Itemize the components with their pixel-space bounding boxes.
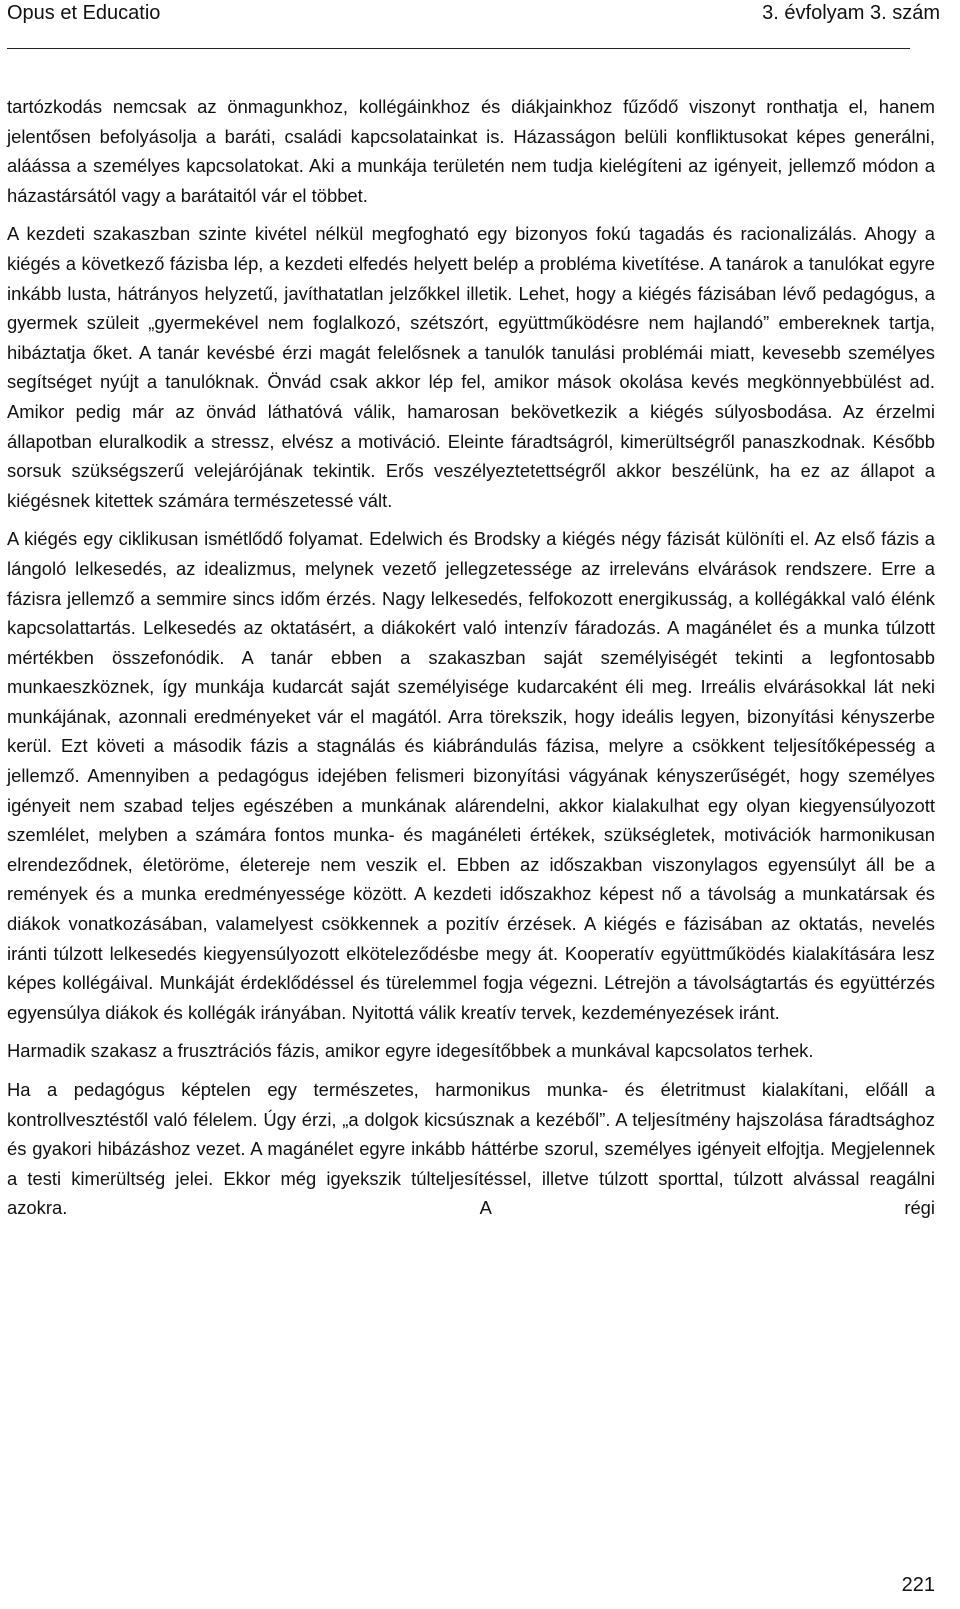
paragraph: A kiégés egy ciklikusan ismétlődő folyamat. Edelwich és Brodsky a kiégés négy fázisát különíti el. Az első fázis a lángoló lelkesedés, az idealizmus, melynek vezető jellegzetessége az irreleváns elvárások rendszere. Erre a fázisra jellemző a semmire sincs időm érzés. Nagy lelkesedés, felfokozott energikusság, a kollégákkal való élénk kapcsolattartás. Lelkesedés az oktatásért, a diákokért való intenzív fáradozás. A magánélet és a munka túlzott mértékben összefonódik. A tanár ebben a szakaszban saját személyiségét tekinti a legfontosabb munkaeszköznek, így munkája kudarcát saját személyisége kudarcaként éli meg. Irreális elvárásokkal lát neki munkájának, azonnali eredményeket vár el magától. Arra törekszik, hogy ideális legyen, bizonyítási kényszerbe kerül. Ezt követi a második fázis a stagnálás és kiábrándulás fázisa, melyre a csökkent teljesítőképesség a jellemző. Amennyiben a pedagógus idejében felismeri bizonyítási vágyának kényszerűségét, hogy személyes igényeit nem szabad teljes egészében a munkának alárendelni, akkor kialakulhat egy olyan kiegyensúlyozott szemlélet, melyben a számára fontos munka- és magánéleti értékek, szükségletek, motivációk harmonikusan elrendeződnek, életöröme, életereje nem veszik el. Ebben az időszakban viszonylagos egyensúlyt áll be a remények és a munka eredményessége között. A kezdeti időszakhoz képest nő a távolság a munkatársak és diákok vonatkozásában, valamelyest csökkennek a pozitív érzések. A kiégés e fázisában az oktatás, nevelés iránti túlzott lelkesedés kiegyensúlyozott elköteleződésbe megy át. Kooperatív együttműködés kialakítására lesz képes kollégáival. Munkáját érdeklődéssel és türelemmel fogja végezni. Létrejön a távolságtartás és együttérzés egyensúlya diákok és kollégák irányában. Nyitottá válik kreatív tervek, kezdeményezések iránt. (7, 528, 935, 1023)
running-header (0, 0, 960, 58)
paragraph: Harmadik szakasz a frusztrációs fázis, amikor egyre idegesítőbbek a munkával kapcsolatos terhek. (7, 1040, 814, 1062)
body-text (7, 92, 935, 1232)
page-number: 221 (901, 1574, 935, 1596)
journal-title: Opus et Educatio (7, 2, 161, 24)
issue-label: 3. évfolyam 3. szám (762, 2, 940, 24)
paragraph: Ha a pedagógus képtelen egy természetes, harmonikus munka- és életritmust kialakítani, előáll a kontrollvesztéstől való félelem. Úgy érzi, „a dolgok kicsúsznak a kezéből”. A teljesítmény hajszolása fáradtsághoz és gyakori hibázáshoz vezet. A magánélet egyre inkább háttérbe szorul, személyes igényeit elfojtja. Megjelennek a testi kimerültség jelei. Ekkor még igyekszik túlteljesítéssel, illetve túlzott sporttal, túlzott alvással reagálni azokra. A régi (7, 1079, 935, 1219)
header-rule (7, 48, 910, 49)
paragraph: A kezdeti szakaszban szinte kivétel nélkül megfogható egy bizonyos fokú tagadás és racionalizálás. Ahogy a kiégés a következő fázisba lép, a kezdeti elfedés helyett belép a probléma kivetítése. A tanárok a tanulókat egyre inkább lusta, hátrányos helyzetű, javíthatatlan jelzőkkel illetik. Lehet, hogy a kiégés fázisában lévő pedagógus, a gyermek szüleit „gyermekével nem foglalkozó, szétszórt, együttműködésre nem hajlandó” embereknek tartja, hibáztatja őket. A tanár kevésbé érzi magát felelősnek a tanulók tanulási problémái miatt, kevesebb személyes segítséget nyújt a tanulóknak. Önvád csak akkor lép fel, amikor mások okolása kevés megkönnyebbülést ad. Amikor pedig már az önvád láthatóvá válik, hamarosan bekövetkezik a kiégés súlyosbodása. Az érzelmi állapotban eluralkodik a stressz, elvész a motiváció. Eleinte fáradtságról, kimerültségről panaszkodnak. Később sorsuk szükségszerű velejárójának tekintik. Erős veszélyeztetettségről akkor beszélünk, ha ez az állapot a kiégésnek kitettek számára természetessé vált. (7, 223, 935, 511)
paragraph: tartózkodás nemcsak az önmagunkhoz, kollégáinkhoz és diákjainkhoz fűződő viszonyt ronthatja el, hanem jelentősen befolyásolja a baráti, családi kapcsolatainkat is. Házasságon belüli konfliktusokat képes generálni, aláássa a személyes kapcsolatokat. Aki a munkája területén nem tudja kielégíteni az igényeit, jellemző módon a házastársától vagy a barátaitól vár el többet. (7, 96, 935, 206)
